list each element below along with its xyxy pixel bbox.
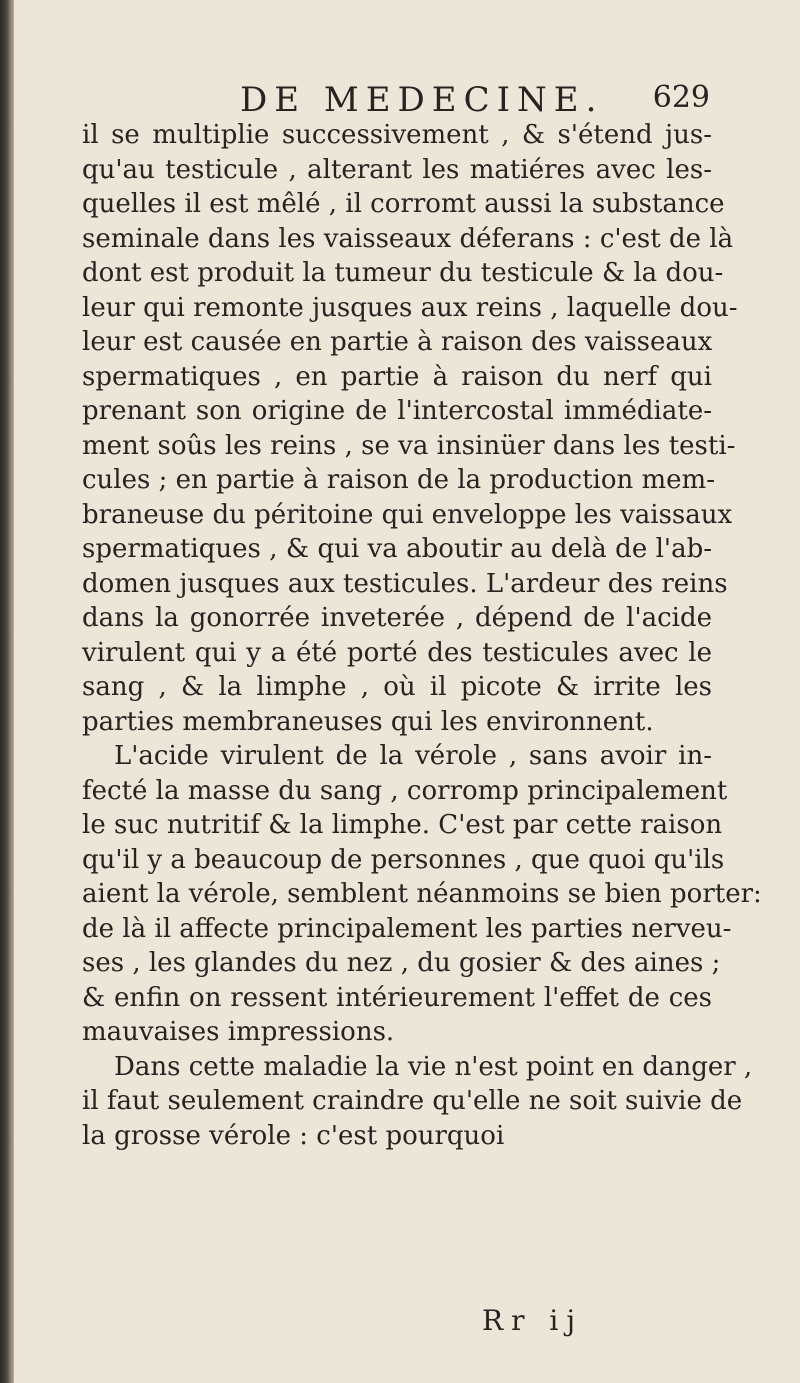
text-line: qu'il y a beaucoup de personnes , que quoi qu'ils bbox=[82, 844, 725, 875]
text-line: Dans cette maladie la vie n'est point en danger , bbox=[114, 1051, 753, 1082]
text-line: le suc nutritif & la limphe. C'est par cette raison bbox=[82, 810, 723, 840]
text-line: spermatiques , & qui va aboutir au delà de l'ab- bbox=[82, 534, 712, 564]
text-line: prenant son origine de l'intercostal immédiate- bbox=[82, 396, 712, 426]
text-line: il se multiplie successivement , & s'étend jus- bbox=[82, 120, 712, 150]
text-line: fecté la masse du sang , corromp principalement bbox=[82, 775, 728, 806]
text-line: seminale dans les vaisseaux déferans : c'est de là bbox=[82, 223, 734, 254]
body-text bbox=[82, 118, 762, 1153]
text-line: parties membraneuses qui les environnent. bbox=[82, 706, 654, 737]
text-line: leur est causée en partie à raison des vaisseaux bbox=[82, 327, 713, 357]
text-line: de là il affecte principalement les parties nerveu- bbox=[82, 913, 732, 944]
text-line: L'acide virulent de la vérole , sans avoir in- bbox=[114, 741, 712, 771]
text-line: quelles il est mêlé , il corromt aussi la substance bbox=[82, 189, 725, 219]
text-line: virulent qui y a été porté des testicules avec le bbox=[82, 637, 712, 668]
text-line: dans la gonorrée inveterée , dépend de l'acide bbox=[82, 603, 712, 633]
text-line: qu'au testicule , alterant les matiéres avec les- bbox=[82, 154, 712, 185]
text-line: la grosse vérole : c'est pourquoi bbox=[82, 1120, 505, 1151]
text-line: ment soûs les reins , se va insinüer dans les testi- bbox=[82, 430, 736, 461]
binding-edge bbox=[0, 0, 14, 1383]
text-line: aient la vérole, semblent néanmoins se bien porter: bbox=[82, 879, 762, 909]
page-number: 629 bbox=[652, 80, 710, 115]
text-line: mauvaises impressions. bbox=[82, 1017, 395, 1047]
text-line: il faut seulement craindre qu'elle ne soit suivie de bbox=[82, 1086, 743, 1116]
text-line: dont est produit la tumeur du testicule & la dou- bbox=[82, 258, 724, 288]
text-line: spermatiques , en partie à raison du nerf qui bbox=[82, 361, 712, 392]
running-head: DE MEDECINE. bbox=[240, 80, 604, 120]
text-line: & enfin on ressent intérieurement l'effet de ces bbox=[82, 982, 712, 1013]
text-line: braneuse du péritoine qui enveloppe les vaissaux bbox=[82, 499, 733, 530]
text-line: ses , les glandes du nez , du gosier & des aines ; bbox=[82, 948, 721, 978]
text-line: leur qui remonte jusques aux reins , laquelle dou- bbox=[82, 292, 738, 323]
text-line: domen jusques aux testicules. L'ardeur des reins bbox=[82, 568, 728, 599]
signature-mark: Rr ij bbox=[482, 1304, 584, 1337]
text-line: cules ; en partie à raison de la production mem- bbox=[82, 465, 716, 495]
text-line: sang , & la limphe , où il picote & irrite les bbox=[82, 672, 712, 702]
